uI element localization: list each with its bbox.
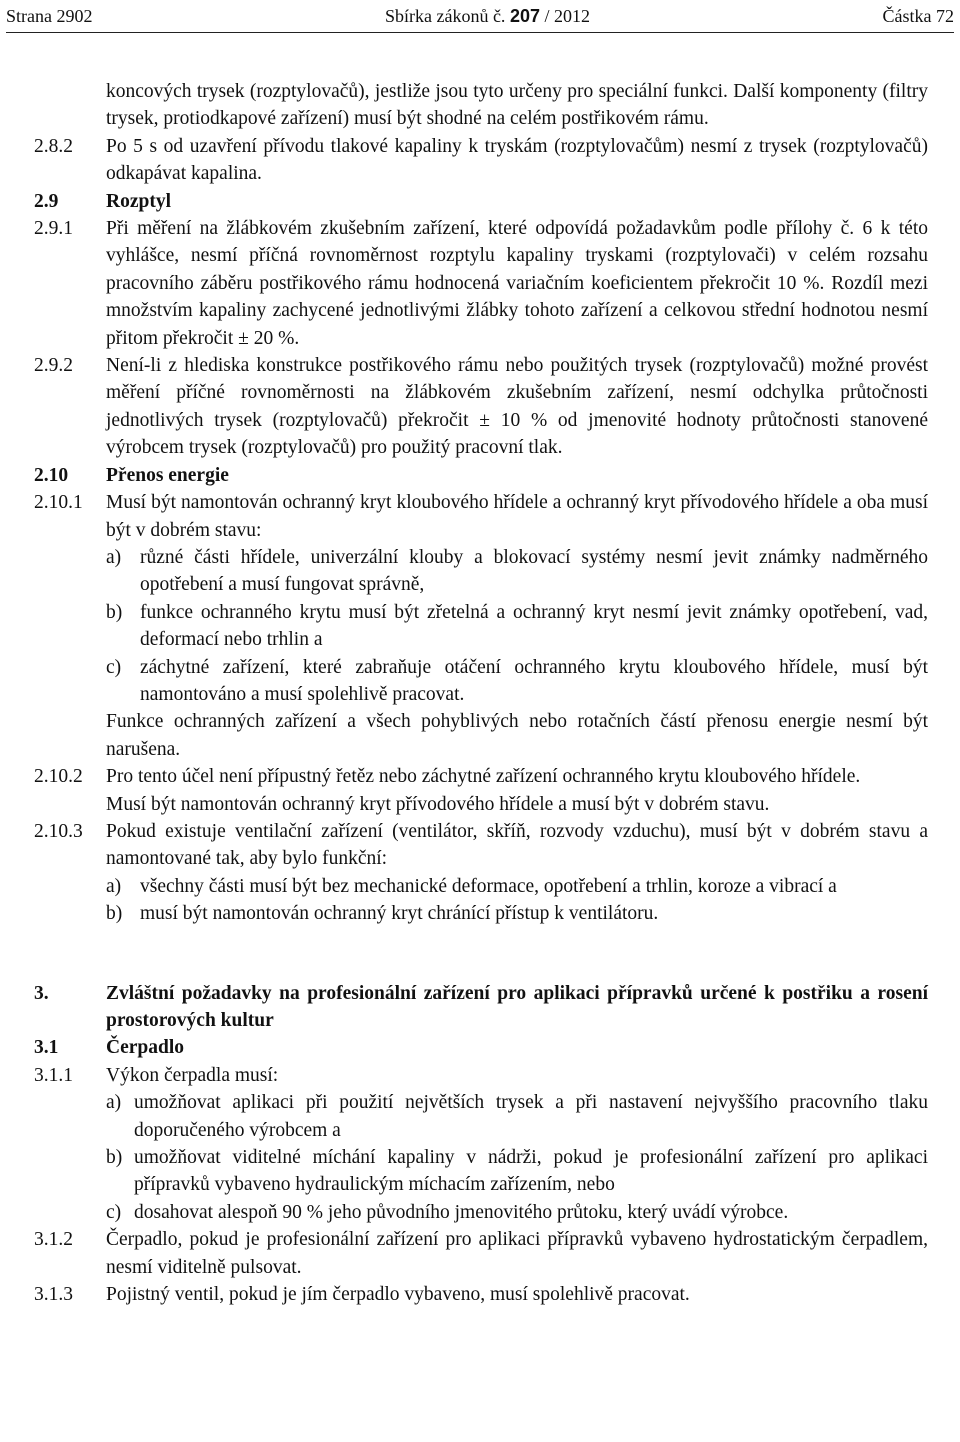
page-header: [6, 0, 954, 33]
section-2-9-1: [34, 215, 928, 352]
list-item: [106, 1144, 928, 1199]
page-number: Strana 2902: [6, 5, 93, 26]
collection-number: 207: [509, 5, 540, 26]
continuation-paragraph: koncových trysek (rozptylovačů), jestliže jsou tyto určeny pro speciální funkci. Další komponenty (filtry trysek, protiodkapové zařízení) musí být shodné na celém postřikovém rámu.: [106, 81, 928, 130]
list-label: b): [106, 601, 123, 623]
list-text: funkce ochranného krytu musí být zřetelná a ochranný kryt nesmí jevit známky opotřebení, vad, deformací nebo trhlin a: [140, 601, 928, 651]
section-text: Musí být namontován ochranný kryt kloubového hřídele a ochranný kryt přívodového hřídele a oba musí být v dobrém stavu:: [106, 492, 928, 541]
list-label: b): [106, 903, 123, 925]
list-text: všechny části musí být bez mechanické deformace, opotřebení a trhlin, koroze a vibrací a: [140, 875, 837, 897]
section-text: Po 5 s od uzavření přívodu tlakové kapaliny k tryskám (rozptylovačům) nesmí z trysek (rozptylovačů) odkapávat kapalina.: [106, 135, 928, 185]
list-item: [106, 900, 928, 927]
section-text: Pro tento účel není přípustný řetěz nebo záchytné zařízení ochranného krytu kloubového hřídele.: [106, 766, 861, 788]
section-title: Zvláštní požadavky na profesionální zařízení pro aplikaci přípravků určené k postřiku a rosení prostorových kultur: [106, 982, 928, 1031]
section-2-10-1: [34, 489, 928, 763]
collection-year: / 2012: [544, 5, 590, 26]
section-2-9-2: [34, 352, 928, 462]
section-number: 2.10.1: [34, 492, 83, 514]
list-label: c): [106, 1201, 122, 1223]
section-number: 3.1.3: [34, 1284, 73, 1306]
list-item: [106, 873, 928, 900]
section-3-heading: [34, 980, 928, 1035]
collection-name: Sbírka zákonů č.: [384, 5, 506, 26]
section-3-1-heading: [34, 1034, 928, 1061]
list-item: [106, 1089, 928, 1144]
list-label: b): [106, 1147, 123, 1169]
list-text: umožňovat viditelné míchání kapaliny v nádrži, pokud je profesionální zařízení pro aplikaci přípravků vybaveno hydraulickým míchacím zařízením, nebo: [134, 1147, 928, 1196]
section-number: 3.1: [34, 1037, 59, 1059]
list-text: umožňovat aplikaci při použití největších trysek a při nastavení nejvyššího pracovního tlaku doporučeného výrobcem a: [134, 1092, 928, 1141]
section-number: 2.9: [34, 190, 59, 212]
section-text: Čerpadlo, pokud je profesionální zařízení pro aplikaci přípravků vybaveno hydrostatickým čerpadlem, nesmí viditelně pulsovat.: [106, 1229, 928, 1278]
section-text: Při měření na žlábkovém zkušebním zařízení, které odpovídá požadavkům podle přílohy č. 6 k této vyhlášce, nesmí příčná rovnoměrnost rozptylu kapaliny tryskami (rozptylovači) v celém rozsahu pracovního záběru postřikového rámu hodnocená variačním koeficientem překročit 10 %. Rozdíl mezi množstvím kapaliny zachycené jednotlivými žlábky tohoto zařízení a celkovou střední hodnotou nesmí přitom překročit ± 20 %.: [106, 218, 928, 349]
list-item: [106, 544, 928, 599]
section-3-1-1: [34, 1062, 928, 1226]
section-2-8-2: [34, 133, 928, 188]
section-number: 2.10.3: [34, 820, 83, 842]
collection-reference: [385, 6, 590, 27]
list-item: [106, 654, 928, 709]
section-number: 2.9.2: [34, 355, 73, 377]
list-text: musí být namontován ochranný kryt chránící přístup k ventilátoru.: [140, 903, 659, 925]
document-body: [34, 78, 928, 1308]
section-2-10-heading: [34, 462, 928, 489]
list-text: záchytné zařízení, které zabraňuje otáčení ochranného krytu kloubového hřídele, musí být namontováno a musí spolehlivě pracovat.: [140, 656, 928, 705]
section-number: 2.9.1: [34, 218, 73, 240]
section-number: 3.: [34, 982, 49, 1004]
list-label: a): [106, 1092, 122, 1114]
list-item: [106, 1199, 928, 1226]
section-2-9-heading: [34, 188, 928, 215]
section-number: 3.1.1: [34, 1064, 73, 1086]
section-number: 2.10: [34, 464, 69, 486]
list-text: různé části hřídele, univerzální klouby a blokovací systémy nesmí jevit známky nadměrného opotřebení a musí fungovat správně,: [140, 546, 928, 596]
section-number: 3.1.2: [34, 1229, 73, 1251]
section-2-10-2: [34, 763, 928, 818]
list-item: [106, 599, 928, 654]
section-text: Výkon čerpadla musí:: [106, 1064, 279, 1086]
section-title: Čerpadlo: [106, 1037, 184, 1059]
section-title: Přenos energie: [106, 464, 229, 486]
section-text: Pojistný ventil, pokud je jím čerpadlo vybaveno, musí spolehlivě pracovat.: [106, 1284, 690, 1306]
section-2-10-3: [34, 818, 928, 928]
list-label: a): [106, 546, 122, 568]
section-title: Rozptyl: [106, 190, 171, 212]
section-closing-text: Musí být namontován ochranný kryt přívodového hřídele a musí být v dobrém stavu.: [106, 793, 770, 815]
section-closing-text: Funkce ochranných zařízení a všech pohyblivých nebo rotačních částí přenosu energie nesmí být narušena.: [106, 711, 928, 760]
section-number: 2.10.2: [34, 766, 83, 788]
section-text: Pokud existuje ventilační zařízení (ventilátor, skříň, rozvody vzduchu), musí být v dobrém stavu a namontované tak, aby bylo funkční:: [106, 820, 928, 870]
list-label: a): [106, 875, 122, 897]
section-spacer: [34, 928, 928, 980]
section-number: 2.8.2: [34, 135, 73, 157]
list-text: dosahovat alespoň 90 % jeho původního jmenovitého průtoku, který uvádí výrobce.: [134, 1201, 789, 1223]
section-3-1-3: [34, 1281, 928, 1308]
section-3-1-2: [34, 1226, 928, 1281]
issue-part: Částka 72: [882, 5, 954, 26]
list-label: c): [106, 656, 122, 678]
section-text: Není-li z hlediska konstrukce postřikového rámu nebo použitých trysek (rozptylovačů) možné provést měření příčné rovnoměrnosti na žlábkovém zkušebním zařízení, nesmí odchylka průtočnosti jednotlivých trysek (rozptylovačů) překročit ± 10 % od jmenovité hodnoty průtočnosti stanovené výrobcem trysek (rozptylovačů) pro použitý pracovní tlak.: [106, 355, 928, 459]
